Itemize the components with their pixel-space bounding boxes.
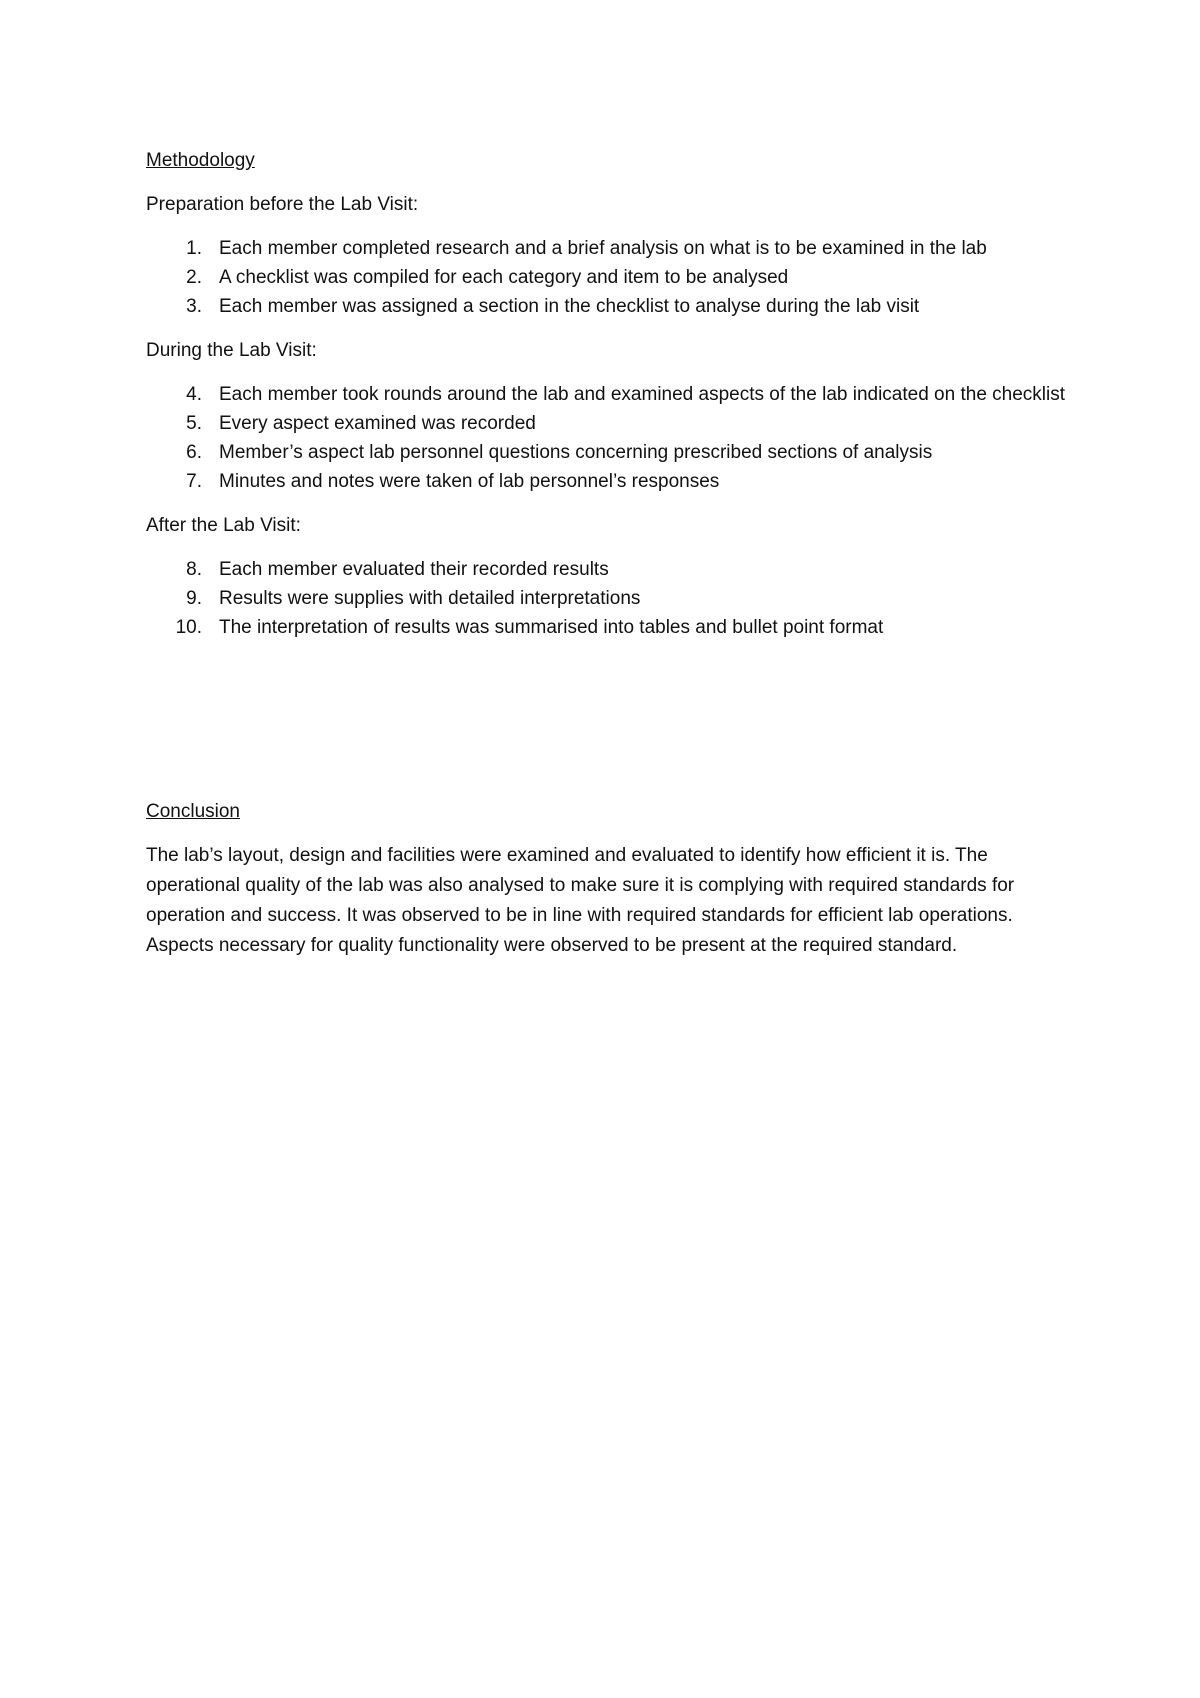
list-item-text: A checklist was compiled for each category and item to be analysed (219, 267, 789, 288)
section-title-during: During the Lab Visit: (146, 340, 317, 361)
conclusion-heading: Conclusion (146, 801, 240, 822)
list-item (146, 584, 1066, 613)
list-item-number: 6. (186, 442, 202, 463)
list-item-text: Each member took rounds around the lab and examined aspects of the lab indicated on the checklist (219, 384, 1066, 405)
section-title-preparation: Preparation before the Lab Visit: (146, 194, 419, 215)
list-item (146, 263, 1066, 292)
preparation-list (146, 234, 1066, 321)
list-item-text: Each member completed research and a brief analysis on what is to be examined in the lab (219, 238, 987, 259)
list-item (146, 613, 1066, 642)
list-item-text: The interpretation of results was summarised into tables and bullet point format (219, 617, 884, 638)
list-item-text: Each member evaluated their recorded results (219, 559, 609, 580)
list-item-text: Every aspect examined was recorded (219, 413, 536, 434)
list-item (146, 292, 1066, 321)
conclusion-paragraph: The lab’s layout, design and facilities were examined and evaluated to identify how efficient it is. The operational quality of the lab was also analysed to make sure it is complying with required standards for operation and success. It was observed to be in line with required standards for efficient lab operations. Aspects necessary for quality functionality were observed to be present at the required standard. (146, 845, 1015, 956)
section-spacer (146, 657, 1066, 797)
methodology-heading: Methodology (146, 150, 255, 171)
list-item-number: 2. (186, 267, 202, 288)
list-item-number: 1. (186, 238, 202, 259)
during-list (146, 380, 1066, 496)
list-item-text: Each member was assigned a section in the checklist to analyse during the lab visit (219, 296, 920, 317)
list-item-number: 3. (186, 296, 202, 317)
list-item-number: 8. (186, 559, 202, 580)
list-item (146, 467, 1066, 496)
list-item-number: 9. (186, 588, 202, 609)
list-item-text: Minutes and notes were taken of lab personnel’s responses (219, 471, 720, 492)
list-item (146, 380, 1066, 409)
list-item (146, 555, 1066, 584)
list-item-number: 4. (186, 384, 202, 405)
section-title-after: After the Lab Visit: (146, 515, 301, 536)
list-item-text: Results were supplies with detailed interpretations (219, 588, 641, 609)
list-item-text: Member’s aspect lab personnel questions concerning prescribed sections of analysis (219, 442, 933, 463)
document-content (146, 146, 1066, 961)
after-list (146, 555, 1066, 642)
list-item-number: 10. (175, 617, 202, 638)
list-item (146, 409, 1066, 438)
list-item-number: 7. (186, 471, 202, 492)
list-item (146, 234, 1066, 263)
list-item (146, 438, 1066, 467)
list-item-number: 5. (186, 413, 202, 434)
